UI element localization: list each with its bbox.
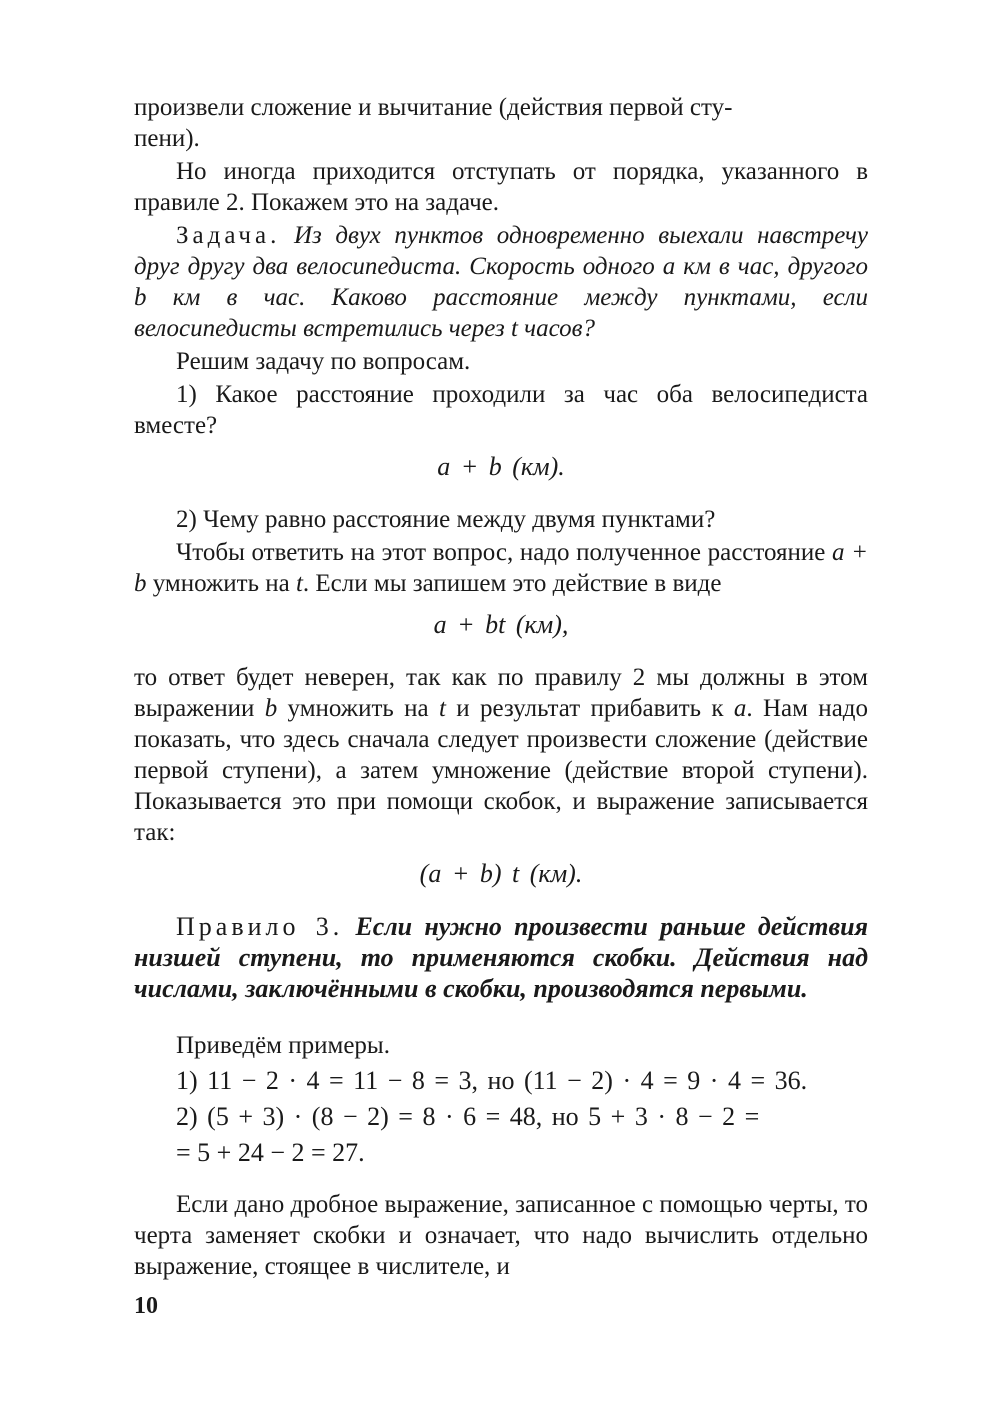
example-2: 2) (5 + 3) · (8 − 2) = 8 · 6 = 48, но 5 + 3 · 8 − 2 = xyxy=(176,1102,760,1131)
text-fragment: и результат прибавить к xyxy=(445,695,734,722)
formula-2: a + bt (км), xyxy=(433,610,569,639)
task-text: Из двух пунктов одновременно выехали навстречу друг другу два велосипедиста. Скорость одного a км в час, другого b км в час. Каково расстояние между пунктами, если велосипедисты встретились через t часов? xyxy=(134,222,869,342)
text-fragment: . Если мы запишем это действие в виде xyxy=(302,570,722,597)
text-fragment: умножить на xyxy=(146,570,296,597)
question-2: 2) Чему равно расстояние между двумя пунктами? xyxy=(176,506,716,533)
math-fragment: t xyxy=(295,570,303,597)
task-label: Задача. xyxy=(176,222,281,249)
paragraph-line: произвели сложение и вычитание (действия первой сту- xyxy=(134,94,733,121)
page-number: 10 xyxy=(134,1293,158,1319)
rule-3 xyxy=(134,911,868,1004)
math-fragment: t xyxy=(438,695,446,722)
example-2-continuation: = 5 + 24 − 2 = 27. xyxy=(176,1138,365,1167)
example-1: 1) 11 − 2 · 4 = 11 − 8 = 3, но (11 − 2) · 4 = 9 · 4 = 36. xyxy=(176,1066,808,1095)
paragraph-solve-by-questions: Решим задачу по вопросам. xyxy=(176,348,471,375)
formula-1: a + b (км). xyxy=(437,452,565,481)
math-fragment: a + b xyxy=(134,539,868,597)
paragraph-line: пени). xyxy=(134,125,200,152)
task-paragraph xyxy=(134,220,868,344)
paragraph-examples-intro: Приведём примеры. xyxy=(176,1032,390,1059)
page-body xyxy=(134,92,868,1284)
text-fragment: Чтобы ответить на этот вопрос, надо полученное расстояние xyxy=(176,539,832,566)
text-fragment: умножить на xyxy=(277,695,439,722)
math-fragment: b xyxy=(264,695,278,722)
paragraph-order-exception: Но иногда приходится отступать от порядка, указанного в правиле 2. Покажем это на задаче. xyxy=(134,158,868,216)
rule-text: Если нужно произвести раньше действия низшей ступени, то применяются скобки. Действия над числами, заключёнными в скобки, производятся первыми. xyxy=(134,912,869,1003)
text-fragment: то ответ будет неверен, так как по правилу 2 мы должны в этом выражении xyxy=(134,664,868,722)
rule-label: Правило 3. xyxy=(176,912,344,941)
paragraph-explanation xyxy=(134,537,868,599)
math-fragment: a xyxy=(733,695,747,722)
paragraph-fraction: Если дано дробное выражение, записанное с помощью черты, то черта заменяет скобки и означает, что надо вычислить отдельно выражение, стоящее в числителе, и xyxy=(134,1191,868,1280)
paragraph-wrong-answer xyxy=(134,662,868,848)
text-fragment: . Нам надо показать, что здесь сначала следует произвести сложение (действие первой ступени), а затем умножение (действие второй ступени). Показывается это при помощи скобок, и выражение записывается так: xyxy=(134,695,869,846)
paragraph-continuation xyxy=(134,92,868,154)
formula-3: (a + b) t (км). xyxy=(419,859,583,888)
question-1: 1) Какое расстояние проходили за час оба велосипедиста вместе? xyxy=(134,381,868,439)
